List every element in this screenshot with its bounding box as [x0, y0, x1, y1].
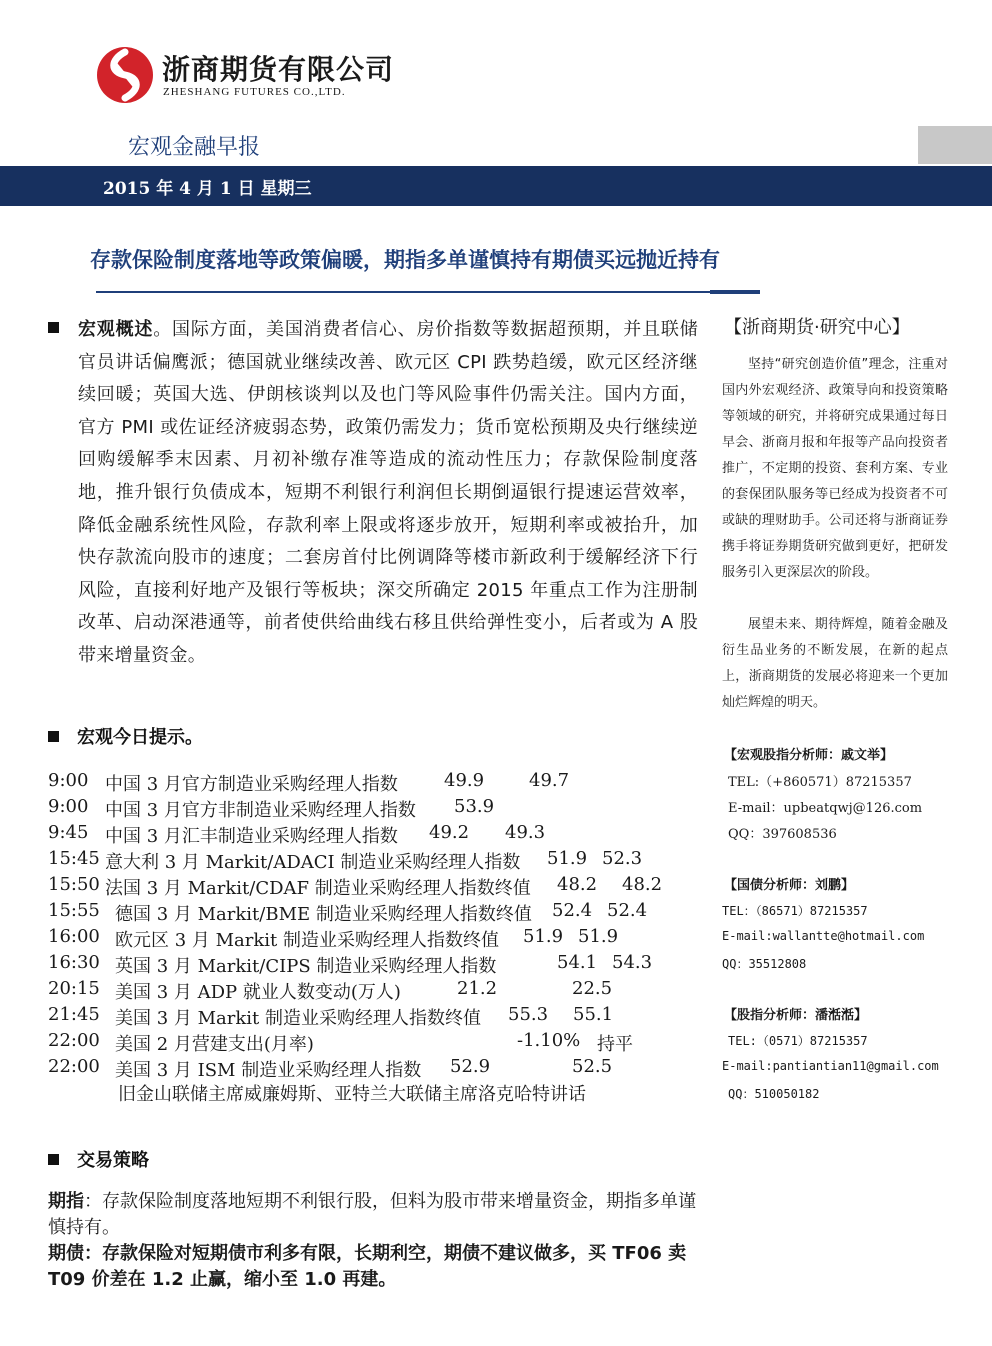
calendar-event: 法国 3 月 Markit/CDAF 制造业采购经理人指数终值: [105, 878, 531, 899]
calendar-event: 意大利 3 月 Markit/ADACI 制造业采购经理人指数: [105, 852, 521, 873]
headline: 存款保险制度落地等政策偏暖，期指多单谨慎持有期债买远抛近持有: [90, 248, 720, 272]
calendar-prev: 52.9: [450, 1056, 491, 1077]
calendar-est: 52.5: [572, 1056, 613, 1077]
analyst-qq: QQ：510050182: [728, 1087, 820, 1101]
calendar-time: 15:50: [48, 874, 100, 895]
header-accent-block: [918, 126, 992, 164]
analyst-qq: QQ：35512808: [722, 957, 807, 971]
overview-heading: 宏观概述: [78, 319, 154, 340]
overview-text: 。国际方面，美国消费者信心、房价指数等数据超预期，并且联储官员讲话偏鹰派；德国就业继续改善、欧元区 CPI 跌势趋缓，欧元区经济继续回暖；英国大选、伊朗核谈判以及也门等风险事件仍需关注。国内方面，官方 PMI 或佐证经济疲弱态势，政策仍需发力；货币宽松预期及央行继续逆回购缓解季末因素、月初补缴存准等造成的流动性压力；存款保险制度落地，推升银行负债成本，短期不利银行利润但长期倒逼银行提速运营效率，降低金融系统性风险，存款利率上限或将逐步放开，短期利率或被抬升，加快存款流向股市的速度；二套房首付比例调降等楼市新政利于缓解经济下行风险，直接利好地产及银行等板块；深交所确定 2015 年重点工作为注册制改革、启动深港通等，前者使供给曲线右移且供给弹性变小，后者或为 A 股带来增量资金。: [78, 319, 698, 666]
analyst-tel: TEL:（0571）87215357: [728, 1034, 868, 1048]
calendar-row: [48, 874, 688, 900]
calendar-event: 美国 2 月营建支出(月率): [115, 1034, 314, 1055]
calendar-time: 9:00: [48, 796, 89, 817]
calendar-event: 美国 3 月 ADP 就业人数变动(万人): [115, 982, 401, 1003]
bond-text: ：存款保险对短期债市利多有限，长期利空，期债不建议做多，买 TF06 卖 T09 价差在 1.2 止赢，缩小至 1.0 再建。: [48, 1243, 687, 1290]
square-bullet-icon: [48, 731, 59, 742]
calendar-row: [48, 796, 688, 822]
calendar-est: 48.2: [622, 874, 663, 895]
calendar-row: [48, 926, 688, 952]
calendar-est: 持平: [597, 1034, 633, 1055]
bond-label: 期债: [48, 1243, 84, 1264]
calendar-prev: 48.2: [557, 874, 598, 895]
analyst-tel: TEL:（+860571）87215357: [728, 775, 912, 790]
headline-divider: [96, 291, 760, 293]
calendar-event: 德国 3 月 Markit/BME 制造业采购经理人指数终值: [115, 904, 532, 925]
analyst-title: 【国债分析师：刘鹏】: [724, 878, 855, 893]
analyst-title: 【宏观股指分析师：戚文举】: [724, 748, 894, 763]
strategy-futures: [48, 1189, 708, 1241]
report-type: 宏观金融早报: [128, 135, 261, 160]
calendar-row: [48, 1004, 688, 1030]
calendar-prev: 52.4: [552, 900, 593, 921]
overview-bullet: [48, 318, 77, 339]
analyst-email[interactable]: E-mail：upbeatqwj@126.com: [728, 801, 923, 816]
strategy-bond: [48, 1241, 708, 1293]
calendar-est: 49.7: [529, 770, 570, 791]
calendar-row: [48, 1056, 688, 1082]
calendar-time: 21:45: [48, 1004, 100, 1025]
calendar-time: 16:30: [48, 952, 100, 973]
calendar-event: 美国 3 月 ISM 制造业采购经理人指数: [115, 1060, 422, 1081]
strategy-heading: 交易策略: [77, 1150, 149, 1171]
calendar-event: 中国 3 月官方制造业采购经理人指数: [105, 774, 398, 795]
strategy-heading-row: [48, 1146, 149, 1172]
futures-label: 期指: [48, 1191, 84, 1212]
calendar-time: 15:45: [48, 848, 100, 869]
calendar-est: 51.9: [578, 926, 619, 947]
calendar-event: 英国 3 月 Markit/CIPS 制造业采购经理人指数: [115, 956, 497, 977]
calendar-event: 中国 3 月汇丰制造业采购经理人指数: [105, 826, 398, 847]
calendar-est: 52.3: [602, 848, 643, 869]
calendar-est: 52.4: [607, 900, 648, 921]
sidebar-outlook: 展望未来、期待辉煌，随着金融及衍生品业务的不断发展，在新的起点上，浙商期货的发展必将迎来一个更加灿烂辉煌的明天。: [722, 617, 948, 710]
calendar-event: 美国 3 月 Markit 制造业采购经理人指数终值: [115, 1008, 482, 1029]
company-name-en: ZHESHANG FUTURES CO.,LTD.: [163, 86, 346, 98]
futures-text: ：存款保险制度落地短期不利银行股，但料为股市带来增量资金，期指多单谨慎持有。: [48, 1191, 696, 1238]
calendar-prev: 51.9: [547, 848, 588, 869]
calendar-time: 20:15: [48, 978, 100, 999]
overview-paragraph: [78, 314, 698, 673]
sidebar-title: 【浙商期货·研究中心】: [724, 317, 910, 338]
sidebar-intro: 坚持“研究创造价值”理念，注重对国内外宏观经济、政策导向和投资策略等领域的研究，并将研究成果通过每日早会、浙商月报和年报等产品向投资者推广，不定期的投资、套利方案、专业的套保团队服务等已经成为投资者不可或缺的理财助手。公司还将与浙商证券携手将证券期货研究做到更好，把研发服务引入更深层次的阶段。: [722, 357, 948, 580]
calendar-heading-row: [48, 723, 203, 749]
calendar-est: 54.3: [612, 952, 653, 973]
square-bullet-icon: [48, 322, 59, 333]
analyst-title: 【股指分析师：潘湉湉】: [724, 1008, 868, 1023]
calendar-prev: 55.3: [508, 1004, 549, 1025]
calendar-prev: 51.9: [523, 926, 564, 947]
calendar-heading: 宏观今日提示。: [77, 727, 203, 748]
calendar-prev: 53.9: [454, 796, 495, 817]
calendar-row: [48, 848, 688, 874]
analyst-qq: QQ：397608536: [728, 827, 837, 842]
calendar-time: 9:00: [48, 770, 89, 791]
headline-divider-accent: [710, 290, 760, 294]
calendar-time: 15:55: [48, 900, 100, 921]
calendar-est: 55.1: [573, 1004, 614, 1025]
calendar-time: 22:00: [48, 1030, 100, 1051]
calendar-event: 中国 3 月官方非制造业采购经理人指数: [105, 800, 416, 821]
calendar-time: 9:45: [48, 822, 89, 843]
calendar-est: 22.5: [572, 978, 613, 999]
calendar-prev: -1.10%: [517, 1030, 581, 1051]
report-date: 2015 年 4 月 1 日 星期三: [103, 179, 312, 199]
analyst-tel: TEL：（86571）87215357: [722, 904, 868, 918]
calendar-prev: 54.1: [557, 952, 598, 973]
calendar-prev: 49.9: [444, 770, 485, 791]
calendar-note: 旧金山联储主席威廉姆斯、亚特兰大联储主席洛克哈特讲话: [118, 1084, 586, 1105]
calendar-row: [48, 1030, 688, 1056]
calendar-time: 22:00: [48, 1056, 100, 1077]
calendar-row: [48, 952, 688, 978]
calendar-row: [48, 978, 688, 1004]
analyst-email[interactable]: E-mail:pantiantian11@gmail.com: [722, 1059, 939, 1073]
calendar-time: 16:00: [48, 926, 100, 947]
calendar-event: 欧元区 3 月 Markit 制造业采购经理人指数终值: [115, 930, 500, 951]
calendar-row: [48, 770, 688, 796]
company-logo-icon: [96, 46, 154, 104]
company-name-cn: 浙商期货有限公司: [162, 53, 395, 86]
calendar-row: [48, 822, 688, 848]
calendar-est: 49.3: [505, 822, 546, 843]
calendar-prev: 49.2: [429, 822, 470, 843]
square-bullet-icon: [48, 1154, 59, 1165]
analyst-email[interactable]: E-mail:wallantte@hotmail.com: [722, 929, 925, 943]
calendar-row: [48, 900, 688, 926]
calendar-prev: 21.2: [457, 978, 498, 999]
